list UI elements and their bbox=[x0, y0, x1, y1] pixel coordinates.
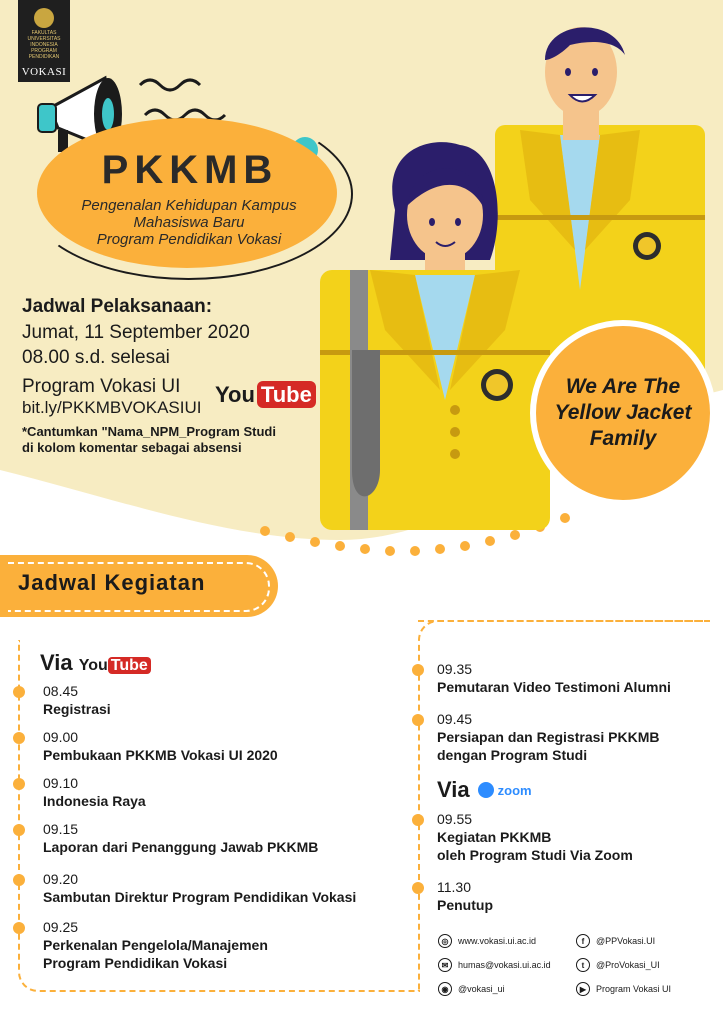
item-name-line2: dengan Program Studi bbox=[437, 747, 588, 763]
twitter-icon: t bbox=[576, 958, 590, 972]
logo-program-text: PROGRAM PENDIDIKAN bbox=[28, 48, 60, 60]
list-item bbox=[412, 878, 712, 914]
via-text: Via bbox=[40, 650, 73, 675]
event-date: Jumat, 11 September 2020 bbox=[22, 322, 250, 343]
contact-text: humas@vokasi.ui.ac.id bbox=[458, 960, 551, 970]
contact-instagram[interactable] bbox=[438, 982, 505, 996]
timeline-dot bbox=[412, 714, 424, 726]
contact-text: Program Vokasi UI bbox=[596, 984, 672, 994]
section-title: Jadwal Kegiatan bbox=[18, 570, 206, 595]
timeline-dot bbox=[13, 686, 25, 698]
timeline-dot bbox=[412, 814, 424, 826]
item-time: 09.20 bbox=[43, 871, 79, 887]
item-time: 08.45 bbox=[43, 683, 79, 699]
item-time: 09.45 bbox=[437, 711, 473, 727]
contact-email[interactable] bbox=[438, 958, 551, 972]
zoom-text: zoom bbox=[497, 782, 532, 798]
youtube-small-logo-icon bbox=[79, 657, 151, 674]
timeline-dot bbox=[13, 824, 25, 836]
tagline-badge bbox=[530, 320, 716, 506]
facebook-icon: f bbox=[576, 934, 590, 948]
item-time: 09.35 bbox=[437, 661, 473, 677]
item-name: Registrasi bbox=[43, 701, 111, 717]
schedule-heading: Jadwal Pelaksanaan: bbox=[22, 296, 213, 317]
list-item bbox=[13, 682, 393, 718]
item-time: 09.00 bbox=[43, 729, 79, 745]
timeline-dot bbox=[412, 664, 424, 676]
list-item bbox=[412, 660, 712, 696]
item-name: Persiapan dan Registrasi PKKMB bbox=[437, 729, 660, 745]
tagline-line: We Are The bbox=[565, 375, 681, 398]
timeline-dot bbox=[13, 732, 25, 744]
item-time: 09.25 bbox=[43, 919, 79, 935]
item-name-line2: Program Pendidikan Vokasi bbox=[43, 955, 228, 971]
list-item bbox=[13, 774, 393, 810]
contact-twitter[interactable] bbox=[576, 958, 660, 972]
youtube-tube: Tube bbox=[257, 381, 316, 408]
zoom-logo-icon bbox=[478, 782, 532, 798]
contact-youtube[interactable] bbox=[576, 982, 671, 996]
via-youtube-label bbox=[40, 650, 151, 676]
tagline-line: Family bbox=[589, 427, 657, 450]
list-item bbox=[412, 810, 712, 864]
title-ring bbox=[24, 108, 353, 280]
mail-icon: ✉ bbox=[438, 958, 452, 972]
list-item bbox=[13, 820, 393, 856]
contact-text: @PPVokasi.UI bbox=[596, 936, 656, 946]
timeline-dot bbox=[13, 874, 25, 886]
via-zoom-label bbox=[437, 777, 532, 803]
timeline-dot bbox=[13, 778, 25, 790]
tagline-line: Yellow Jacket bbox=[554, 401, 692, 424]
list-item bbox=[412, 710, 712, 764]
subtitle-line: Mahasiswa Baru bbox=[133, 214, 245, 231]
attendance-note-line1: *Cantumkan "Nama_NPM_Program Studi bbox=[22, 424, 276, 439]
page-title: PKKMB bbox=[101, 148, 279, 192]
youtube-tube: Tube bbox=[108, 657, 151, 674]
channel-name: Program Vokasi UI bbox=[22, 376, 181, 397]
item-name: Sambutan Direktur Program Pendidikan Vokasi bbox=[43, 889, 357, 905]
list-item bbox=[13, 870, 408, 906]
logo-faculty-text: FAKULTAS UNIVERSITAS INDONESIA bbox=[27, 30, 61, 48]
item-time: 09.55 bbox=[437, 811, 473, 827]
item-time: 09.10 bbox=[43, 775, 79, 791]
list-item bbox=[13, 918, 393, 972]
globe-icon: ◎ bbox=[438, 934, 452, 948]
vokasi-logo bbox=[18, 0, 70, 82]
item-name: Kegiatan PKKMB bbox=[437, 829, 552, 845]
item-name: Pembukaan PKKMB Vokasi UI 2020 bbox=[43, 747, 278, 763]
contact-text: www.vokasi.ui.ac.id bbox=[458, 936, 537, 946]
right-frame-top bbox=[418, 620, 710, 624]
subtitle bbox=[40, 197, 338, 248]
youtube-you: You bbox=[78, 657, 108, 674]
youtube-icon: ▶ bbox=[576, 982, 590, 996]
item-time: 09.15 bbox=[43, 821, 79, 837]
timeline-dot bbox=[13, 922, 25, 934]
channel-link[interactable]: bit.ly/PKKMBVOKASIUI bbox=[22, 398, 202, 417]
timeline-dot bbox=[412, 882, 424, 894]
attendance-note-line2: di kolom komentar sebagai absensi bbox=[22, 440, 242, 455]
item-name-line2: oleh Program Studi Via Zoom bbox=[437, 847, 633, 863]
contact-text: @ProVokasi_UI bbox=[596, 960, 660, 970]
youtube-you: You bbox=[215, 382, 255, 407]
subtitle-line: Program Pendidikan Vokasi bbox=[96, 231, 282, 248]
crest-icon bbox=[34, 8, 54, 28]
item-name: Indonesia Raya bbox=[43, 793, 146, 809]
logo-vokasi-text: VOKASI bbox=[21, 66, 67, 78]
contact-facebook[interactable] bbox=[576, 934, 655, 948]
item-name: Penutup bbox=[437, 897, 493, 913]
list-item bbox=[13, 728, 393, 764]
contact-website[interactable] bbox=[438, 934, 536, 948]
youtube-logo-icon bbox=[215, 382, 316, 408]
item-time: 11.30 bbox=[437, 879, 471, 895]
item-name: Pemutaran Video Testimoni Alumni bbox=[437, 679, 671, 695]
subtitle-line: Pengenalan Kehidupan Kampus bbox=[81, 197, 297, 214]
zoom-camera-icon bbox=[478, 782, 494, 798]
via-text: Via bbox=[437, 777, 470, 802]
item-name: Laporan dari Penanggung Jawab PKKMB bbox=[43, 839, 319, 855]
contact-text: @vokasi_ui bbox=[458, 984, 505, 994]
item-name: Perkenalan Pengelola/Manajemen bbox=[43, 937, 268, 953]
event-time: 08.00 s.d. selesai bbox=[22, 347, 170, 368]
instagram-icon: ◉ bbox=[438, 982, 452, 996]
